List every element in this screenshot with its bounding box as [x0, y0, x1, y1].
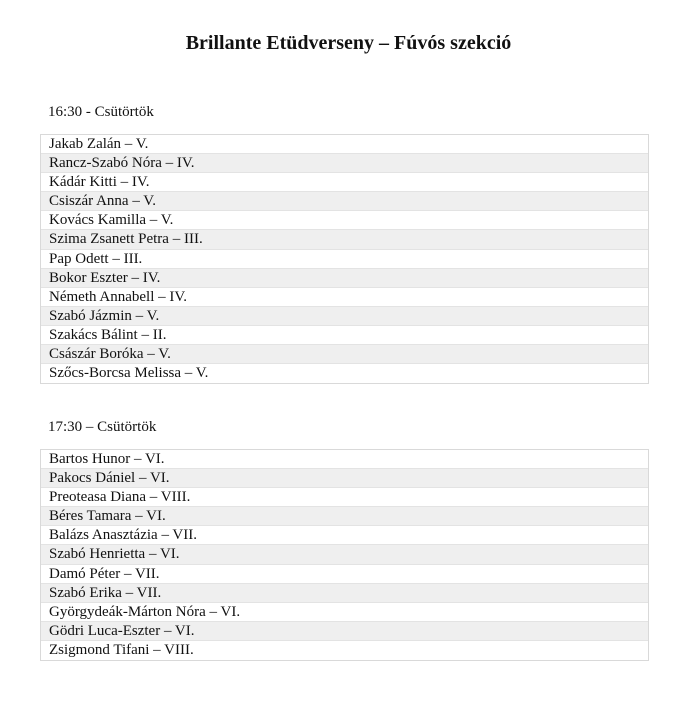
participant-list-1730 — [40, 449, 649, 661]
list-item: Császár Boróka – V. — [41, 345, 648, 364]
list-item: Németh Annabell – IV. — [41, 288, 648, 307]
list-item: Szabó Erika – VII. — [41, 584, 648, 603]
section-heading-1630: 16:30 - Csütörtök — [48, 104, 154, 120]
list-item: Szima Zsanett Petra – III. — [41, 230, 648, 249]
list-item: Györgydeák-Márton Nóra – VI. — [41, 603, 648, 622]
list-item: Gödri Luca-Eszter – VI. — [41, 622, 648, 641]
document-title: Brillante Etüdverseny – Fúvós szekció — [185, 32, 512, 54]
list-item: Zsigmond Tifani – VIII. — [41, 641, 648, 660]
list-item: Bartos Hunor – VI. — [41, 450, 648, 469]
list-item: Jakab Zalán – V. — [41, 135, 648, 154]
list-item: Balázs Anasztázia – VII. — [41, 526, 648, 545]
list-item: Szabó Henrietta – VI. — [41, 545, 648, 564]
list-item: Preoteasa Diana – VIII. — [41, 488, 648, 507]
list-item: Damó Péter – VII. — [41, 565, 648, 584]
participant-list-1630 — [40, 134, 649, 384]
list-item: Béres Tamara – VI. — [41, 507, 648, 526]
list-item: Rancz-Szabó Nóra – IV. — [41, 154, 648, 173]
list-item: Pakocs Dániel – VI. — [41, 469, 648, 488]
list-item: Csiszár Anna – V. — [41, 192, 648, 211]
section-heading-1730: 17:30 – Csütörtök — [48, 419, 157, 435]
list-item: Szőcs-Borcsa Melissa – V. — [41, 364, 648, 383]
list-item: Kádár Kitti – IV. — [41, 173, 648, 192]
list-item: Bokor Eszter – IV. — [41, 269, 648, 288]
list-item: Szakács Bálint – II. — [41, 326, 648, 345]
list-item: Kovács Kamilla – V. — [41, 211, 648, 230]
list-item: Pap Odett – III. — [41, 250, 648, 269]
list-item: Szabó Jázmin – V. — [41, 307, 648, 326]
